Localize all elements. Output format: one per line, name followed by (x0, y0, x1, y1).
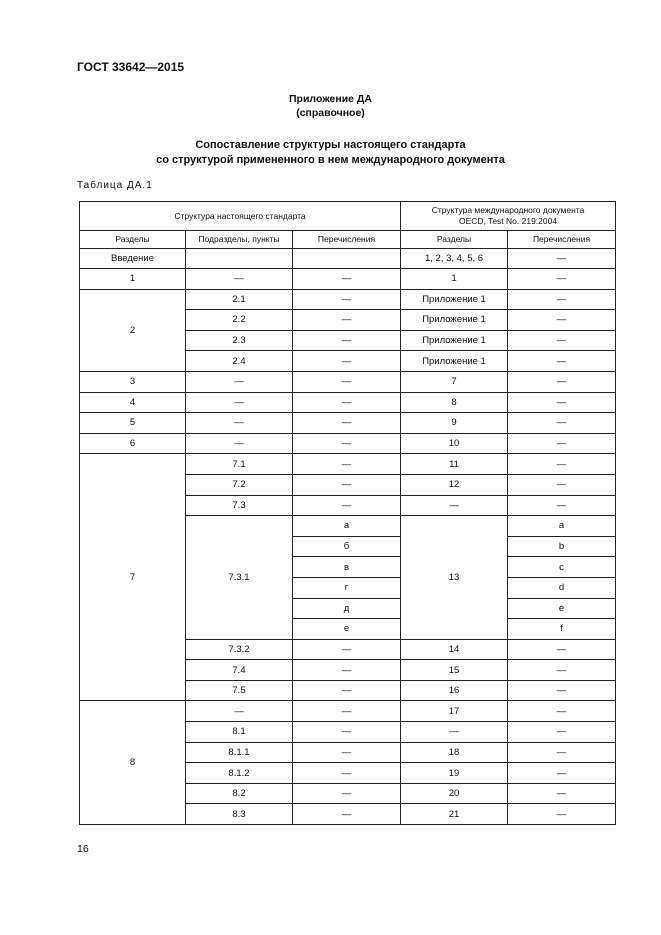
document-title (0, 138, 661, 168)
table-cell: — (508, 680, 616, 701)
table-cell: Приложение 1 (401, 289, 508, 310)
table-cell: — (508, 269, 616, 290)
table-cell: 17 (401, 701, 508, 722)
table-cell: — (293, 660, 401, 681)
table-cell: — (186, 269, 293, 290)
table-cell: — (508, 371, 616, 392)
table-cell: — (508, 433, 616, 454)
table-cell: 1 (401, 269, 508, 290)
document-code: ГОСТ 33642—2015 (77, 60, 185, 74)
table-cell: 2.4 (186, 351, 293, 372)
group-header-left: Структура настоящего стандарта (80, 202, 401, 231)
table-cell: 21 (401, 804, 508, 825)
table-cell: 8.1.1 (186, 742, 293, 763)
title-line-1: Сопоставление структуры настоящего стандарта (195, 139, 466, 151)
table-cell: 10 (401, 433, 508, 454)
table-cell: — (293, 310, 401, 331)
table-cell (186, 249, 293, 269)
table-cell: — (508, 351, 616, 372)
group-header-right-line2: OECD, Test No. 219:2004 (458, 216, 558, 226)
table-cell: — (508, 454, 616, 475)
table-cell: — (508, 330, 616, 351)
table-cell: 6 (80, 433, 186, 454)
table-cell: 8 (401, 392, 508, 413)
table-cell: — (508, 783, 616, 804)
table-cell: 8.2 (186, 783, 293, 804)
table-cell: Приложение 1 (401, 310, 508, 331)
table-cell: г (293, 577, 401, 598)
table-cell: 12 (401, 474, 508, 495)
table-cell: 14 (401, 639, 508, 660)
table-cell: — (293, 722, 401, 743)
table-cell: 11 (401, 454, 508, 475)
table-cell: f (508, 619, 616, 640)
table-row (80, 289, 616, 310)
table-cell: — (508, 495, 616, 516)
table-row (80, 701, 616, 722)
column-header: Перечисления (508, 231, 616, 249)
table-cell: — (293, 701, 401, 722)
table-cell: е (293, 619, 401, 640)
table-cell: — (293, 639, 401, 660)
table-cell: 1 (80, 269, 186, 290)
table-cell: 2.1 (186, 289, 293, 310)
comparison-table (79, 201, 616, 825)
table-cell: e (508, 598, 616, 619)
annex-heading (0, 92, 661, 120)
table-cell: — (401, 722, 508, 743)
table-cell: — (508, 310, 616, 331)
table-cell: — (293, 680, 401, 701)
table-row (80, 454, 616, 475)
table-cell: 2.2 (186, 310, 293, 331)
title-line-2: со структурой примененного в нем международного документа (156, 154, 505, 166)
table-cell: c (508, 557, 616, 578)
table-cell: 13 (401, 516, 508, 640)
table-row (80, 371, 616, 392)
table-cell: — (508, 413, 616, 434)
table-cell: 19 (401, 763, 508, 784)
table-cell: 8.3 (186, 804, 293, 825)
table-cell: 7.3.1 (186, 516, 293, 640)
table-cell: 7.3.2 (186, 639, 293, 660)
table-cell: 8.1.2 (186, 763, 293, 784)
table-cell: — (508, 639, 616, 660)
table-cell: — (508, 763, 616, 784)
table-cell: — (508, 474, 616, 495)
table-cell: 9 (401, 413, 508, 434)
table-cell: Введение (80, 249, 186, 269)
table-cell: 8.1 (186, 722, 293, 743)
table-caption: Таблица ДА.1 (77, 180, 153, 191)
table-cell: 8 (80, 701, 186, 825)
table-cell: в (293, 557, 401, 578)
table-cell: — (293, 474, 401, 495)
table-cell: — (186, 433, 293, 454)
group-header-right-line1: Структура международного документа (431, 205, 585, 215)
table-cell: — (508, 289, 616, 310)
table-cell: — (508, 701, 616, 722)
table-cell: — (186, 371, 293, 392)
table-row (80, 269, 616, 290)
table-cell: — (186, 413, 293, 434)
table-cell: — (508, 742, 616, 763)
table-cell: — (186, 701, 293, 722)
table-cell: 16 (401, 680, 508, 701)
column-header: Разделы (80, 231, 186, 249)
table-cell: — (293, 330, 401, 351)
table-cell: 18 (401, 742, 508, 763)
table-cell: — (508, 804, 616, 825)
table-cell: — (293, 454, 401, 475)
table-cell: — (186, 392, 293, 413)
table-cell: d (508, 577, 616, 598)
table-cell: Приложение 1 (401, 351, 508, 372)
table-cell: — (293, 783, 401, 804)
table-cell: — (293, 763, 401, 784)
table-cell: 7.2 (186, 474, 293, 495)
table-cell: 2.3 (186, 330, 293, 351)
table-cell: — (293, 742, 401, 763)
table-cell: а (293, 516, 401, 537)
table-row (80, 433, 616, 454)
table-cell: — (508, 722, 616, 743)
table-cell: — (293, 269, 401, 290)
table-cell: — (293, 289, 401, 310)
table-cell: 7 (401, 371, 508, 392)
table-cell: 7.3 (186, 495, 293, 516)
table-cell: 7.4 (186, 660, 293, 681)
table-row (80, 413, 616, 434)
table-group-header-row (80, 202, 616, 231)
table-cell: a (508, 516, 616, 537)
table-cell: 7.1 (186, 454, 293, 475)
page-number: 16 (77, 843, 89, 855)
table-row (80, 249, 616, 269)
column-header: Перечисления (293, 231, 401, 249)
table-cell: b (508, 536, 616, 557)
table-cell: — (293, 392, 401, 413)
table-cell: — (293, 433, 401, 454)
table-cell: 7 (80, 454, 186, 701)
table-cell: 15 (401, 660, 508, 681)
table-cell: — (293, 495, 401, 516)
table-cell: — (508, 249, 616, 269)
column-header: Разделы (401, 231, 508, 249)
table-cell: 4 (80, 392, 186, 413)
table-cell: 20 (401, 783, 508, 804)
column-header: Подразделы, пункты (186, 231, 293, 249)
table-cell: — (293, 413, 401, 434)
table-cell: 5 (80, 413, 186, 434)
table-cell: 2 (80, 289, 186, 371)
table-cell: — (508, 392, 616, 413)
annex-subtitle: (справочное) (296, 107, 365, 119)
table-cell: — (401, 495, 508, 516)
table-row (80, 392, 616, 413)
table-cell: Приложение 1 (401, 330, 508, 351)
table-cell (293, 249, 401, 269)
table-cell: — (508, 660, 616, 681)
table-cell: — (293, 351, 401, 372)
table-cell: — (293, 371, 401, 392)
table-cell: — (293, 804, 401, 825)
table-cell: б (293, 536, 401, 557)
table-cell: 1, 2, 3, 4, 5, 6 (401, 249, 508, 269)
annex-title: Приложение ДА (289, 93, 372, 105)
table-cell: 7.5 (186, 680, 293, 701)
table-column-header-row (80, 231, 616, 249)
table-cell: 3 (80, 371, 186, 392)
group-header-right (401, 202, 616, 231)
table-cell: д (293, 598, 401, 619)
